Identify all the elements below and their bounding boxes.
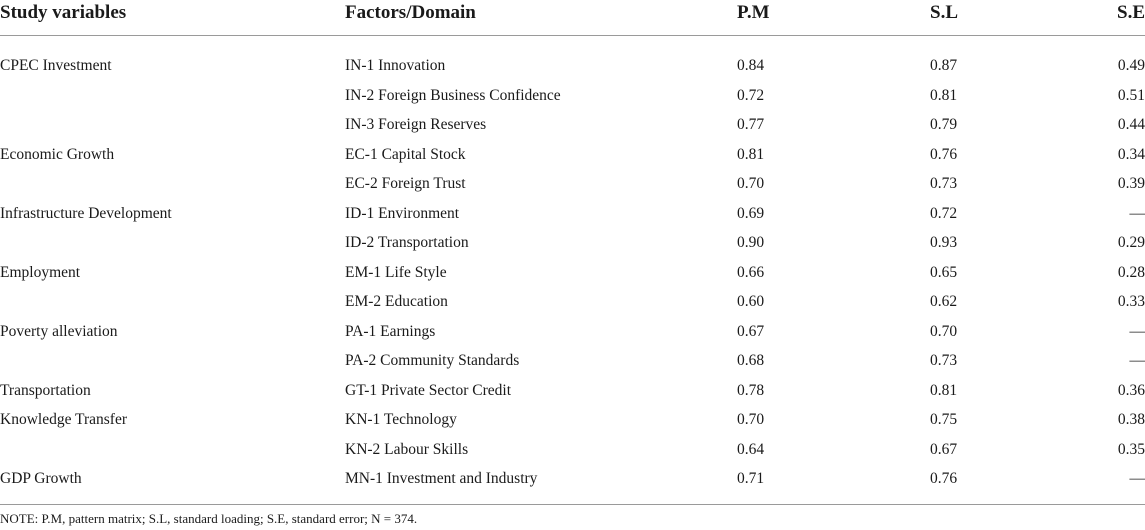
table-row <box>0 115 1145 144</box>
table-row <box>0 263 1145 292</box>
cell-se: 0.36 <box>1117 381 1145 399</box>
table-note: NOTE: P.M, pattern matrix; S.L, standard loading; S.E, standard error; N = 374. <box>0 511 418 526</box>
cell-se: 0.33 <box>1117 293 1145 310</box>
cell-sl: 0.76 <box>930 470 958 487</box>
cell-sl: 0.73 <box>930 352 958 369</box>
cell-pm: 0.70 <box>737 411 765 428</box>
cell-study-variable: GDP Growth <box>0 470 82 487</box>
cell-sl: 0.75 <box>930 411 958 428</box>
cell-pm: 0.77 <box>737 116 765 133</box>
cell-study-variable: Economic Growth <box>0 145 115 163</box>
cell-se: 0.29 <box>1117 234 1145 251</box>
cell-factor: IN-1 Innovation <box>345 57 446 74</box>
cell-factor: ID-1 Environment <box>345 204 460 222</box>
cell-sl: 0.62 <box>930 293 958 310</box>
cell-se: 0.49 <box>1117 57 1145 74</box>
cell-sl: 0.79 <box>930 116 958 133</box>
cell-factor: KN-2 Labour Skills <box>345 440 469 458</box>
cell-se: 0.38 <box>1117 411 1145 428</box>
cell-sl: 0.67 <box>930 440 958 458</box>
cell-sl: 0.73 <box>930 175 958 192</box>
cell-study-variable: Transportation <box>0 381 91 399</box>
cell-se: 0.51 <box>1117 86 1145 104</box>
cell-study-variable: Employment <box>0 263 81 281</box>
table-row <box>0 469 1145 498</box>
cell-se: 0.39 <box>1117 175 1145 192</box>
cell-factor: PA-2 Community Standards <box>345 352 520 369</box>
cell-se: — <box>1129 322 1145 340</box>
header-se: S.E <box>1117 2 1145 23</box>
cell-pm: 0.68 <box>737 352 765 369</box>
table-row <box>0 204 1145 233</box>
cell-study-variable: Infrastructure Development <box>0 204 172 222</box>
cell-sl: 0.81 <box>930 86 958 104</box>
cell-study-variable: Poverty alleviation <box>0 322 118 340</box>
table-row <box>0 145 1145 174</box>
table-row <box>0 381 1145 410</box>
table-header <box>0 0 1145 36</box>
table-row <box>0 233 1145 262</box>
header-sl: S.L <box>930 2 958 23</box>
cell-factor: PA-1 Earnings <box>345 322 436 340</box>
cell-se: — <box>1129 470 1145 487</box>
cell-study-variable: CPEC Investment <box>0 57 112 74</box>
table-row <box>0 292 1145 321</box>
header-rule <box>0 35 1145 36</box>
cell-pm: 0.60 <box>737 293 765 310</box>
cell-factor: EM-2 Education <box>345 293 448 310</box>
cell-study-variable: Knowledge Transfer <box>0 411 127 428</box>
cell-pm: 0.69 <box>737 204 765 222</box>
cell-factor: ID-2 Transportation <box>345 234 469 251</box>
cell-factor: IN-3 Foreign Reserves <box>345 116 487 133</box>
table-row <box>0 410 1145 439</box>
header-pm: P.M <box>737 2 770 23</box>
cell-pm: 0.78 <box>737 381 765 399</box>
cell-pm: 0.70 <box>737 175 765 192</box>
cell-se: 0.34 <box>1117 145 1145 163</box>
cell-sl: 0.76 <box>930 145 958 163</box>
cell-pm: 0.72 <box>737 86 765 104</box>
cell-factor: EM-1 Life Style <box>345 263 447 281</box>
cell-se: — <box>1129 352 1145 369</box>
cell-pm: 0.81 <box>737 145 765 163</box>
cell-factor: MN-1 Investment and Industry <box>345 470 538 487</box>
table-row <box>0 56 1145 85</box>
cell-se: 0.28 <box>1117 263 1145 281</box>
cell-sl: 0.81 <box>930 381 958 399</box>
cell-sl: 0.93 <box>930 234 958 251</box>
cell-pm: 0.84 <box>737 57 765 74</box>
cell-pm: 0.67 <box>737 322 765 340</box>
header-study-variables: Study variables <box>0 2 127 23</box>
cell-pm: 0.71 <box>737 470 765 487</box>
header-factors-domain: Factors/Domain <box>345 2 476 23</box>
cell-factor: KN-1 Technology <box>345 411 457 428</box>
footer-rule <box>0 504 1145 505</box>
cell-sl: 0.70 <box>930 322 958 340</box>
cell-pm: 0.90 <box>737 234 765 251</box>
table-row <box>0 174 1145 203</box>
table-row <box>0 86 1145 115</box>
cell-factor: IN-2 Foreign Business Confidence <box>345 86 561 104</box>
table-row <box>0 440 1145 469</box>
table-row <box>0 351 1145 380</box>
cell-pm: 0.66 <box>737 263 765 281</box>
cell-pm: 0.64 <box>737 440 765 458</box>
cell-se: — <box>1129 204 1145 222</box>
cell-factor: GT-1 Private Sector Credit <box>345 381 512 399</box>
cell-sl: 0.65 <box>930 263 958 281</box>
cell-se: 0.44 <box>1117 116 1145 133</box>
cell-sl: 0.87 <box>930 57 958 74</box>
cell-se: 0.35 <box>1117 440 1145 458</box>
table-row <box>0 322 1145 351</box>
cell-sl: 0.72 <box>930 204 958 222</box>
cell-factor: EC-2 Foreign Trust <box>345 175 466 192</box>
cell-factor: EC-1 Capital Stock <box>345 145 466 163</box>
